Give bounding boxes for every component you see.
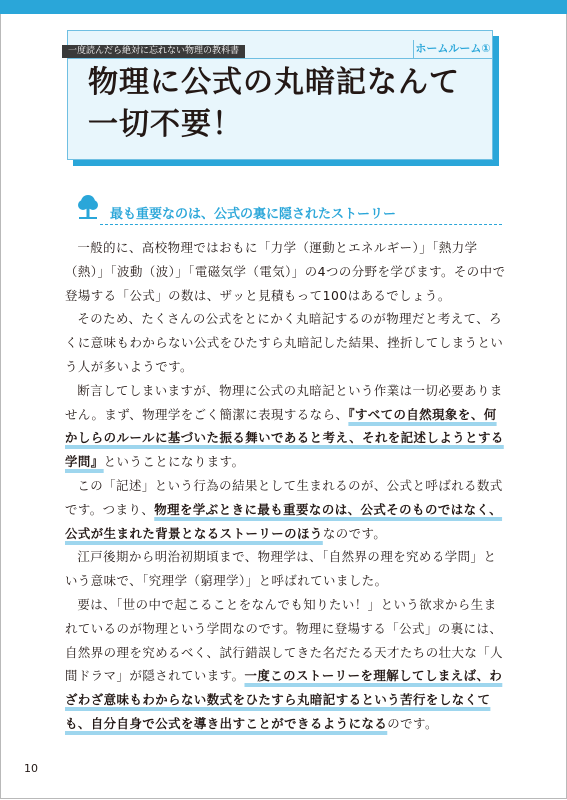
text-segment: なのです。 — [322, 525, 387, 541]
text-segment: 要は、「世の中で起こることをなんでも知りたい！」という欲求から生まれているのが物理という学問なのです。物理に登場する「公式」の裏には、自然界の理を究めるべく、試行錯誤してきた名だたる天才たちの壮大な「人間ドラマ」が隠されています。 — [65, 596, 504, 684]
body-text — [65, 236, 507, 736]
book-title: 一度読んだら絶対に忘れない物理の教科書 — [62, 45, 245, 58]
paragraph — [65, 307, 507, 378]
highlighted-text: 一度このストーリーを理解してしまえば、わざわざ意味もわからない数式をひたすら丸暗記するという苦行をしなくても、自分自身で公式を導き出すことができるようになる — [65, 668, 503, 731]
top-accent-bar — [0, 0, 567, 14]
text-segment: 一般的に、高校物理ではおもに「力学（運動とエネルギー）」「熱力学（熱）」「波動（波）」「電磁気学（電気）」の4つの分野を学びます。その中で登場する「公式」の数は、ザッと見積もって100はあるでしょう。 — [65, 240, 506, 303]
section-heading: 最も重要なのは、公式の裏に隠されたストーリー — [110, 207, 397, 222]
page-number: 10 — [24, 762, 38, 775]
text-segment: ということになります。 — [103, 454, 245, 470]
text-segment: 断言してしまいますが、物理に公式の丸暗記という作業は一切必要ありません。まず、物理学をごく簡潔に表現するなら、 — [65, 382, 503, 422]
page-title — [88, 62, 488, 146]
text-segment: そのため、たくさんの公式をとにかく丸暗記するのが物理だと考えて、ろくに意味もわからない公式をひたすら丸暗記した結果、挫折してしまうという人が多いようです。 — [65, 311, 504, 374]
highlighted-text: 物理を学ぶときに最も重要なのは、公式そのものではなく、公式が生まれた背景となるストーリーのほう — [65, 501, 503, 541]
section-underline — [100, 224, 502, 225]
title-line-1: 物理に公式の丸暗記なんて — [88, 65, 460, 100]
text-segment: のです。 — [387, 715, 438, 731]
title-line-2: 一切不要！ — [88, 107, 243, 142]
paragraph — [65, 236, 507, 307]
paragraph — [65, 474, 507, 545]
paragraph — [65, 593, 507, 736]
tree-icon — [77, 194, 99, 220]
text-segment: 江戸後期から明治初期頃まで、物理学は、「自然界の理を究める学問」という意味で、「究理学（窮理学）」と呼ばれていました。 — [65, 549, 497, 589]
header-divider — [68, 58, 493, 59]
paragraph — [65, 379, 507, 474]
highlighted-text: 『すべての自然現象を、何かしらのルールに基づいた振る舞いであると考え、それを記述しようとする学問』 — [65, 406, 504, 470]
homeroom-label: ホームルーム① — [413, 40, 492, 58]
paragraph — [65, 545, 507, 593]
text-segment: この「記述」という行為の結果として生まれるのが、公式と呼ばれる数式です。つまり、 — [65, 477, 503, 517]
